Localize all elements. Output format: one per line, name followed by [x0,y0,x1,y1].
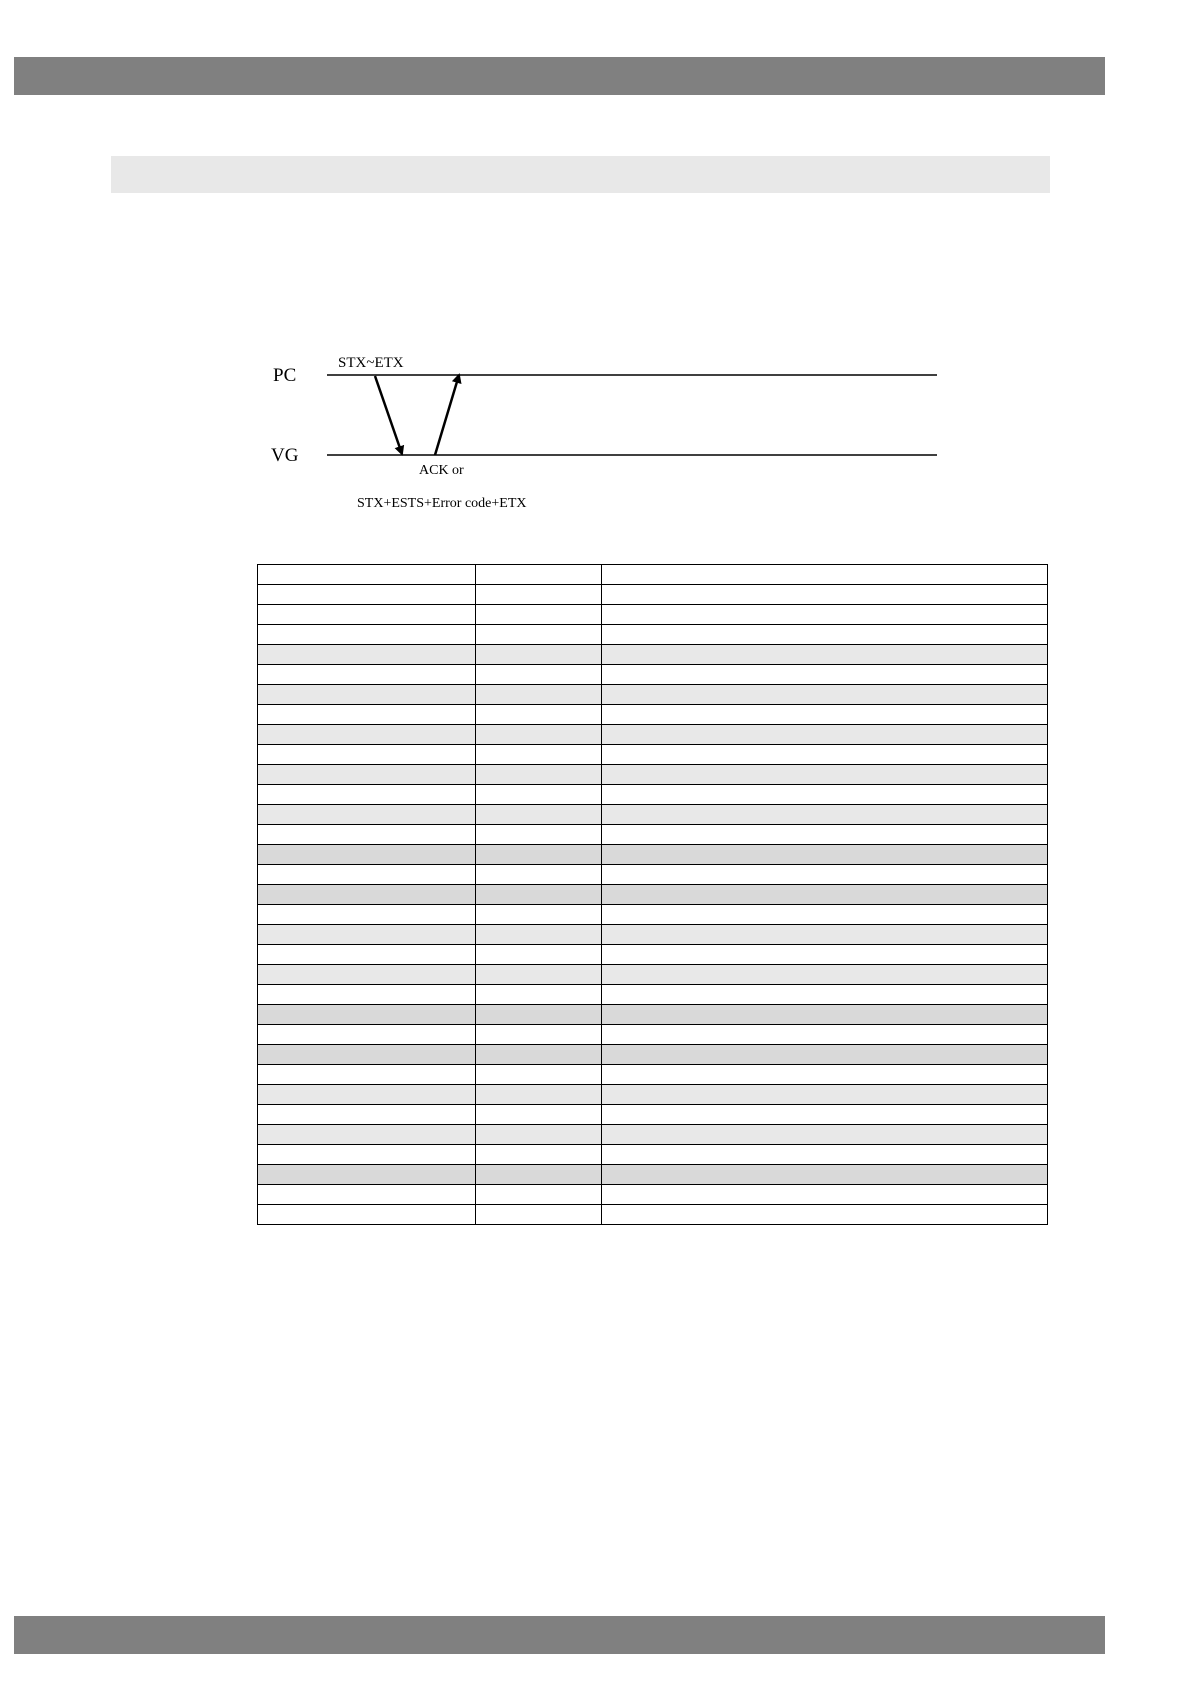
table-cell [258,905,476,925]
table-cell [258,985,476,1005]
error-table-body [258,565,1048,1225]
table-cell [476,925,602,945]
table-cell [258,645,476,665]
table-cell [476,885,602,905]
table-cell [258,1065,476,1085]
table-row [258,1145,1048,1165]
table-cell [258,785,476,805]
table-cell [476,985,602,1005]
table-cell [602,1165,1048,1185]
table-cell [476,1065,602,1085]
table-cell [476,825,602,845]
table-row [258,965,1048,985]
table-cell [258,665,476,685]
table-cell [258,1005,476,1025]
table-row [258,585,1048,605]
table-cell [476,845,602,865]
table-cell [602,725,1048,745]
table-cell [602,605,1048,625]
table-cell [476,1105,602,1125]
table-cell [258,605,476,625]
send-label: STX~ETX [338,355,404,371]
table-cell [476,945,602,965]
table-row [258,725,1048,745]
table-cell [258,1185,476,1205]
table-cell [258,565,476,585]
table-cell [602,645,1048,665]
pc-label: PC [273,365,297,386]
table-cell [476,765,602,785]
table-cell [602,1125,1048,1145]
table-cell [258,685,476,705]
table-cell [602,665,1048,685]
table-cell [602,965,1048,985]
send-arrow [375,376,402,454]
table-cell [602,1005,1048,1025]
table-cell [602,1105,1048,1125]
table-row [258,565,1048,585]
error-code-table [257,564,1048,1225]
table-cell [476,685,602,705]
table-row [258,785,1048,805]
table-cell [602,1085,1048,1105]
table-cell [476,1125,602,1145]
response-arrow [435,375,459,455]
table-cell [476,1085,602,1105]
table-row [258,765,1048,785]
table-cell [258,1105,476,1125]
table-row [258,1165,1048,1185]
table-cell [602,565,1048,585]
table-cell [476,605,602,625]
table-cell [476,865,602,885]
table-cell [258,745,476,765]
table-row [258,805,1048,825]
table-cell [476,625,602,645]
table-cell [602,585,1048,605]
table-cell [476,1205,602,1225]
table-row [258,1045,1048,1065]
table-row [258,605,1048,625]
table-cell [602,1065,1048,1085]
table-cell [476,1145,602,1165]
table-cell [476,965,602,985]
table-row [258,885,1048,905]
table-cell [602,1045,1048,1065]
table-row [258,865,1048,885]
table-cell [602,745,1048,765]
table-row [258,1185,1048,1205]
table-cell [476,665,602,685]
table-cell [258,1165,476,1185]
response-label-error: STX+ESTS+Error code+ETX [357,496,527,511]
table-cell [258,885,476,905]
table-cell [602,805,1048,825]
table-cell [602,985,1048,1005]
table-cell [602,825,1048,845]
table-cell [258,825,476,845]
table-cell [476,805,602,825]
table-row [258,905,1048,925]
table-cell [476,1165,602,1185]
table-cell [476,645,602,665]
table-cell [476,705,602,725]
table-row [258,1005,1048,1025]
table-cell [476,565,602,585]
table-cell [476,1185,602,1205]
table-row [258,1105,1048,1125]
table-cell [476,785,602,805]
table-cell [476,1005,602,1025]
table-row [258,1025,1048,1045]
table-cell [602,1205,1048,1225]
vg-label: VG [271,445,299,466]
table-cell [602,785,1048,805]
table-row [258,1205,1048,1225]
table-row [258,625,1048,645]
table-cell [602,625,1048,645]
table-row [258,1085,1048,1105]
communication-sequence-diagram [0,0,1191,560]
table-cell [258,805,476,825]
table-row [258,645,1048,665]
table-cell [258,845,476,865]
table-cell [258,725,476,745]
table-cell [602,865,1048,885]
table-cell [602,845,1048,865]
table-row [258,705,1048,725]
table-cell [258,865,476,885]
page-footer-bar [14,1616,1105,1654]
table-row [258,825,1048,845]
table-cell [258,945,476,965]
table-row [258,945,1048,965]
table-cell [476,745,602,765]
table-row [258,1125,1048,1145]
table-cell [602,705,1048,725]
table-row [258,685,1048,705]
table-cell [476,725,602,745]
table-cell [602,765,1048,785]
table-cell [258,1045,476,1065]
table-row [258,1065,1048,1085]
table-row [258,845,1048,865]
table-cell [258,625,476,645]
table-cell [602,1145,1048,1165]
table-cell [258,1085,476,1105]
table-cell [602,925,1048,945]
table-cell [602,1185,1048,1205]
table-cell [476,1025,602,1045]
table-cell [476,905,602,925]
table-row [258,925,1048,945]
table-cell [602,685,1048,705]
table-cell [602,885,1048,905]
response-label-ack: ACK or [419,463,464,478]
table-cell [258,1145,476,1165]
table-cell [258,765,476,785]
table-cell [258,1025,476,1045]
table-cell [258,585,476,605]
table-cell [602,945,1048,965]
table-cell [602,1025,1048,1045]
table-cell [258,965,476,985]
table-cell [258,1205,476,1225]
table-row [258,745,1048,765]
table-cell [476,1045,602,1065]
table-row [258,665,1048,685]
table-row [258,985,1048,1005]
table-cell [602,905,1048,925]
table-cell [476,585,602,605]
table-cell [258,1125,476,1145]
table-cell [258,705,476,725]
table-cell [258,925,476,945]
